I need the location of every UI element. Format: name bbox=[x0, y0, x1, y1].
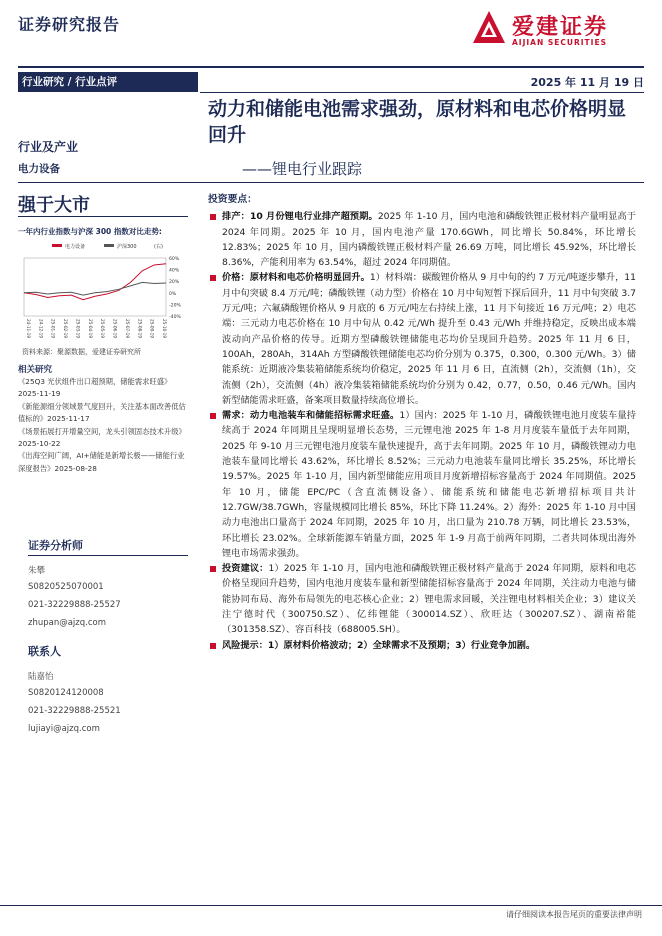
footer-rule bbox=[0, 905, 662, 906]
x-tick-label: 25-04-19 bbox=[87, 319, 93, 339]
related-research-link[interactable]: 《新能源细分领域景气度回升，关注基本面改善低估值标的》2025-11-17 bbox=[18, 401, 186, 424]
x-tick-label: 25-07-19 bbox=[124, 319, 130, 339]
x-tick-label: 25-03-19 bbox=[75, 319, 81, 339]
related-research-link[interactable]: 《场景拓展打开增量空间，龙头引领固态技术升级》2025-10-22 bbox=[18, 426, 186, 449]
y-tick-label: 20% bbox=[169, 280, 180, 286]
y-tick-label: 40% bbox=[169, 268, 180, 274]
analyst-heading: 证券分析师 bbox=[28, 539, 83, 552]
related-research-list bbox=[18, 376, 190, 475]
legend-swatch bbox=[52, 244, 62, 247]
rating-rule bbox=[18, 216, 188, 217]
related-research-heading: 相关研究 bbox=[18, 365, 53, 375]
title-rule bbox=[200, 92, 644, 93]
analyst-license: S0820525070001 bbox=[28, 582, 104, 592]
section-rule bbox=[18, 182, 644, 183]
chart-caption: 一年内行业指数与沪深 300 指数对比走势: bbox=[18, 227, 162, 236]
y-tick-label: 0% bbox=[169, 291, 177, 297]
bullet-square-icon bbox=[210, 275, 216, 281]
contact-name: 陆嘉怡 bbox=[28, 672, 54, 682]
series-line bbox=[24, 282, 166, 295]
contact-email[interactable]: lujiayi@ajzq.com bbox=[28, 724, 100, 734]
bullet-square-icon bbox=[210, 566, 216, 572]
series-line bbox=[24, 264, 166, 300]
x-tick-label: 25-02-19 bbox=[63, 319, 69, 339]
subsection-label: 电力设备 bbox=[18, 163, 60, 175]
contact-phone: 021-32229888-25521 bbox=[28, 706, 121, 716]
y-tick-label: -40% bbox=[169, 315, 181, 320]
key-point-lead: 风险提示：1）原材料价格波动；2）全球需求不及预期；3）行业竞争加剧。 bbox=[222, 639, 536, 651]
key-point-item bbox=[208, 270, 636, 408]
legend-label: 电力设备 bbox=[65, 244, 86, 250]
report-date: 2025 年 11 月 19 日 bbox=[530, 76, 644, 89]
page-title: 动力和储能电池需求强劲，原材料和电芯价格明显回升 bbox=[208, 98, 627, 146]
x-tick-label: 24-11-19 bbox=[26, 319, 31, 339]
plot-frame bbox=[24, 258, 166, 316]
analyst-phone: 021-32229888-25527 bbox=[28, 600, 121, 610]
x-tick-label: 25-05-19 bbox=[100, 319, 106, 339]
key-points-section bbox=[208, 192, 636, 653]
x-tick-label: 25-09-19 bbox=[149, 319, 155, 339]
rating-badge: 强于大市 bbox=[18, 195, 90, 216]
x-tick-label: 25-01-19 bbox=[50, 319, 56, 339]
y-tick-label: 60% bbox=[169, 257, 180, 262]
key-point-lead: 需求：动力电池装车和储能招标需求旺盛。 bbox=[222, 410, 400, 422]
logo-text-cn: 爱建证券 bbox=[512, 15, 609, 40]
key-point-text: 1）材料端：碳酸锂价格从 9 月中旬的约 7 万元/吨逐步攀升，11 月中旬突破 8.4 万元/吨；磷酸铁锂（动力型）价格在 10 月中旬短暂下探后回升，11 月中旬突破 3.7 万元/吨；六氟磷酸锂价格从 9 月底的 6 万元/吨左右持续上涨，11 月下旬接近 16 万元/吨；2）电芯端：三元动力电芯价格在 10 月中旬从 0.42 元/Wh 提升至 0.43 元/Wh 并维持稳定，反映出成本端波动向产品价格的传导。近期方型磷酸铁锂储能电芯均价呈现回升趋势。2025 年 11 月 6 日，100Ah，280Ah，314Ah 方型磷酸铁锂储能电芯均价分别为 0.375，0.300，0.300 元/Wh。3）储能系统：近期液冷集装箱储能系统均价稳定，2025 年 11 月 6 日，直流侧（2h），交流侧（1h），交流侧（2h），交流侧（4h）液冷集装箱储能系统均价分别为 0.42，0.77，0.50，0.46 元/Wh。国内新型储能需求旺盛，备案项目数量持续高位增长。 bbox=[222, 272, 636, 406]
x-tick-label: 24-12-19 bbox=[38, 319, 44, 339]
key-points-heading: 投资要点： bbox=[208, 194, 257, 205]
bullet-square-icon bbox=[210, 214, 216, 220]
key-point-item bbox=[208, 209, 636, 270]
x-tick-label: 25-10-19 bbox=[162, 319, 167, 339]
report-type-label: 证券研究报告 bbox=[18, 15, 121, 34]
analyst-name: 朱攀 bbox=[28, 566, 46, 576]
key-point-item bbox=[208, 561, 636, 637]
bullet-square-icon bbox=[210, 413, 216, 419]
company-logo bbox=[472, 10, 632, 50]
logo-text-en: AIJIAN SECURITIES bbox=[512, 38, 607, 47]
key-point-text: 1）2025 年 1-10 月，国内电池和磷酸铁锂正极材料产量高于 2024 年同期，原料和电芯价格呈现回升趋势，国内电池月度装车量和新型储能招标容量高于 2024 年同期，关注动力电池与储能协同布局、海外布局领先的电芯核心企业；2）锂电需求回暖，关注锂电材料相关企业；3）建议关注宁德时代（300750.SZ）、亿纬锂能（300014.SZ）、欣旺达（300207.SZ）、湖南裕能（301358.SZ）、容百科技（688005.SH）。 bbox=[222, 563, 636, 636]
page-subtitle: ——锂电行业跟踪 bbox=[242, 160, 363, 178]
x-tick-label: 25-08-19 bbox=[137, 319, 143, 339]
y-tick-label: -20% bbox=[169, 303, 181, 309]
contact-license: S0820124120008 bbox=[28, 688, 104, 698]
key-point-item bbox=[208, 408, 636, 561]
contact-heading: 联系人 bbox=[28, 645, 61, 658]
logo-mark-icon bbox=[472, 10, 506, 44]
bullet-square-icon bbox=[210, 643, 216, 649]
related-research-link[interactable]: 《出海空间广阔，AI+储能是新增长极——储能行业深度报告》2025-08-28 bbox=[18, 451, 185, 473]
x-tick-label: 25-06-19 bbox=[112, 319, 118, 339]
section-label: 行业及产业 bbox=[18, 140, 79, 154]
key-point-item bbox=[208, 638, 636, 653]
key-point-lead: 价格：原材料和电芯价格明显回升。 bbox=[222, 272, 370, 284]
legal-disclaimer-link[interactable]: 请仔细阅读本报告尾页的重要法律声明 bbox=[506, 910, 642, 919]
key-point-text: 1）国内：2025 年 1-10 月，磷酸铁锂电池月度装车量持续高于 2024 年同期且呈现明显增长态势，三元锂电池 2025 年 1-8 月月度装车量低于去年同期，2025 年 9-10 月三元锂电池月度装车量快速提升，高于去年同期。2025 年 10 月，磷酸铁锂动力电池装车量同比增长 43.62%，环比增长 8.52%；三元动力电池装车量同比增长 35.25%，环比增长 19.57%。2025 年 1-10 月，国内新型储能应用项目月度新增招标容量高于 2024 年同期值。2025 年 10 月，储能 EPC/PC（含直流侧设备）、储能系统和储能电芯新增招标项目共计 12.7GW/38.7GWh，容量规模同比增长 85%，环比下降 11.24%。2）海外：2025 年 1-10 月中国动力电池出口量高于 2024 年同期，2025 年 10 月，出口量为 210.78 万辆，同比增长 23.53%，环比增长 23.02%。全球新能源车销量方面，2025 年 1-9 月高于前两年同期，二者共同体现出海外锂电市场需求强劲。 bbox=[222, 410, 636, 559]
index-comparison-chart bbox=[18, 240, 188, 340]
legend-label: (右) bbox=[154, 244, 163, 250]
legend-swatch bbox=[104, 244, 114, 247]
key-point-text: 2025 年 1-10 月，国内电池和磷酸铁锂正极材料产量明显高于 2024 年同期。2025 年 10 月，国内电池产量 170.6GWh，同比增长 50.84%，环比增长 12.83%；2025 年 10 月，国内磷酸铁锂正极材料产量 26.69 万吨，同比增长 45.92%，环比增长 8.36%，产能利用率为 63.54%，超过 2024 年同期值。 bbox=[222, 211, 636, 269]
key-point-lead: 投资建议： bbox=[222, 563, 269, 575]
header-rule bbox=[18, 66, 644, 68]
analyst-email[interactable]: zhupan@ajzq.com bbox=[28, 618, 107, 628]
related-research-link[interactable]: 《25Q3 光伏组件出口超预期，储能需求旺盛》2025-11-19 bbox=[18, 377, 172, 399]
breadcrumb: 行业研究 / 行业点评 bbox=[18, 72, 198, 92]
chart-source: 资料来源：聚源数据，爱建证券研究所 bbox=[22, 348, 141, 356]
analyst-rule bbox=[28, 555, 188, 556]
key-point-lead: 排产：10 月份锂电行业排产超预期。 bbox=[222, 211, 378, 223]
legend-label: 沪深300 bbox=[117, 244, 137, 250]
